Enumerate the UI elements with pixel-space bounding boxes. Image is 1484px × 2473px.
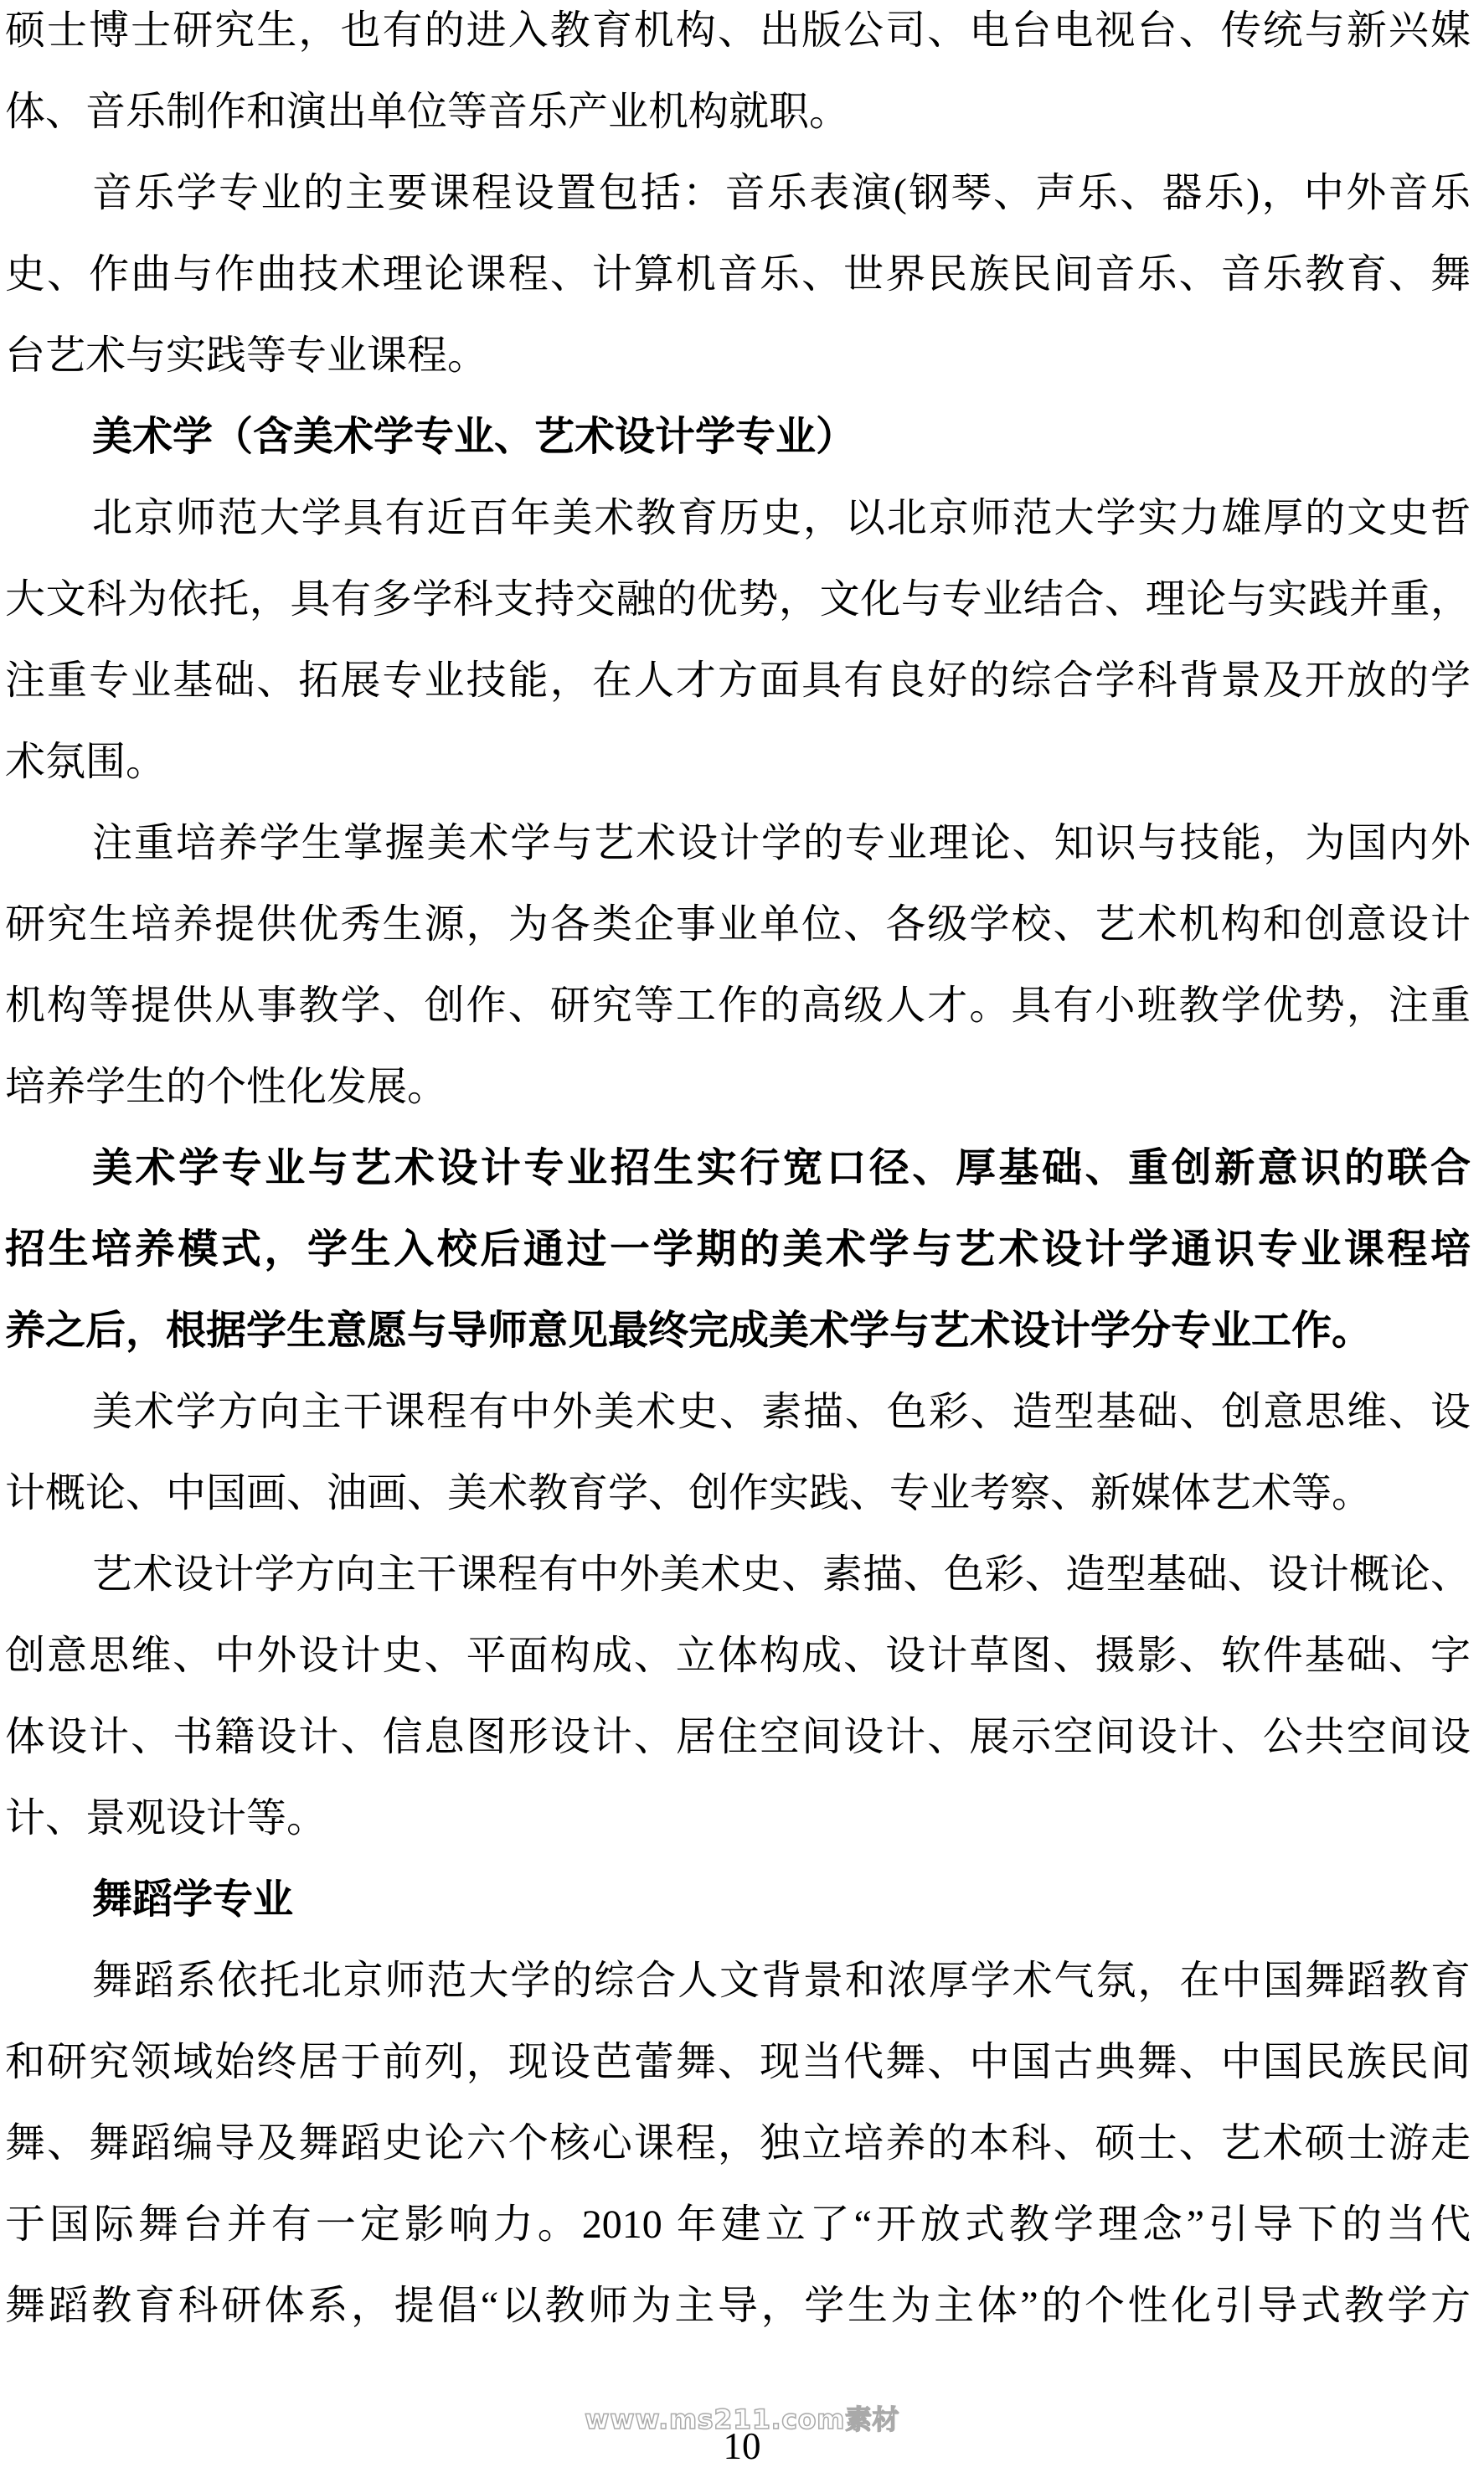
text-line: 美术学专业与艺术设计专业招生实行宽口径、厚基础、重创新意识的联合 xyxy=(92,1146,1471,1190)
text-line: 史、作曲与作曲技术理论课程、计算机音乐、世界民族民间音乐、音乐教育、舞 xyxy=(5,252,1471,297)
para-fine-arts-courses xyxy=(5,1371,1471,1534)
para-art-design-courses xyxy=(5,1534,1471,1859)
text-line: 术氛围。 xyxy=(5,740,167,784)
text-line: 美术学（含美术学专业、艺术设计学专业） xyxy=(92,415,857,459)
text-line: 研究生培养提供优秀生源，为各类企事业单位、各级学校、艺术机构和创意设计 xyxy=(5,902,1471,947)
text-line: 舞蹈教育科研体系，提倡“以教师为主导，学生为主体”的个性化引导式教学方 xyxy=(5,2284,1471,2328)
text-line: 大文科为依托，具有多学科支持交融的优势，文化与专业结合、理论与实践并重， xyxy=(5,577,1471,622)
text-line: 美术学方向主干课程有中外美术史、素描、色彩、造型基础、创意思维、设 xyxy=(92,1390,1471,1434)
text-line: 计概论、中国画、油画、美术教育学、创作实践、专业考察、新媒体艺术等。 xyxy=(5,1471,1373,1515)
heading-dance xyxy=(5,1859,1471,1940)
text-line: 音乐学专业的主要课程设置包括：音乐表演(钢琴、声乐、器乐)，中外音乐 xyxy=(92,171,1471,215)
text-line: 舞、舞蹈编导及舞蹈史论六个核心课程，独立培养的本科、硕士、艺术硕士游走 xyxy=(5,2121,1471,2166)
watermark-text: www.ms211.com素材 xyxy=(585,2403,899,2435)
document-text-block xyxy=(5,0,1471,2347)
para-fine-arts-intro xyxy=(5,478,1471,803)
text-line: 体、音乐制作和演出单位等音乐产业机构就职。 xyxy=(5,90,850,134)
para-music-courses xyxy=(5,152,1471,396)
text-line: 培养学生的个性化发展。 xyxy=(5,1065,448,1109)
text-line: 体设计、书籍设计、信息图形设计、居住空间设计、展示空间设计、公共空间设 xyxy=(5,1715,1471,1759)
text-line: 养之后，根据学生意愿与导师意见最终完成美术学与艺术设计学分专业工作。 xyxy=(5,1309,1373,1353)
para-dance-intro xyxy=(5,1940,1471,2347)
text-line: 硕士博士研究生，也有的进入教育机构、出版公司、电台电视台、传统与新兴媒 xyxy=(5,8,1471,53)
text-line: 台艺术与实践等专业课程。 xyxy=(5,333,488,378)
para-fine-arts-admission-bold xyxy=(5,1128,1471,1371)
text-line: 注重专业基础、拓展专业技能，在人才方面具有良好的综合学科背景及开放的学 xyxy=(5,658,1471,703)
text-line: 舞蹈学专业 xyxy=(92,1877,294,1922)
text-line: 招生培养模式，学生入校后通过一学期的美术学与艺术设计学通识专业课程培 xyxy=(5,1227,1471,1272)
text-line: 舞蹈系依托北京师范大学的综合人文背景和浓厚学术气氛，在中国舞蹈教育 xyxy=(92,1959,1471,2003)
text-line: 和研究领域始终居于前列，现设芭蕾舞、现当代舞、中国古典舞、中国民族民间 xyxy=(5,2040,1471,2084)
text-line: 注重培养学生掌握美术学与艺术设计学的专业理论、知识与技能，为国内外 xyxy=(92,821,1471,865)
heading-fine-arts xyxy=(5,396,1471,478)
text-line: 北京师范大学具有近百年美术教育历史，以北京师范大学实力雄厚的文史哲 xyxy=(92,496,1471,540)
text-line: 艺术设计学方向主干课程有中外美术史、素描、色彩、造型基础、设计概论、 xyxy=(92,1552,1471,1597)
page-number: 10 xyxy=(723,2425,761,2467)
text-line: 计、景观设计等。 xyxy=(5,1796,327,1841)
text-line: 机构等提供从事教学、创作、研究等工作的高级人才。具有小班教学优势，注重 xyxy=(5,984,1471,1028)
para-fine-arts-training xyxy=(5,803,1471,1128)
text-line: 创意思维、中外设计史、平面构成、立体构成、设计草图、摄影、软件基础、字 xyxy=(5,1634,1471,1678)
para-music-employment-continued xyxy=(5,0,1471,152)
text-line: 于国际舞台并有一定影响力。2010 年建立了“开放式教学理念”引导下的当代 xyxy=(5,2202,1471,2247)
